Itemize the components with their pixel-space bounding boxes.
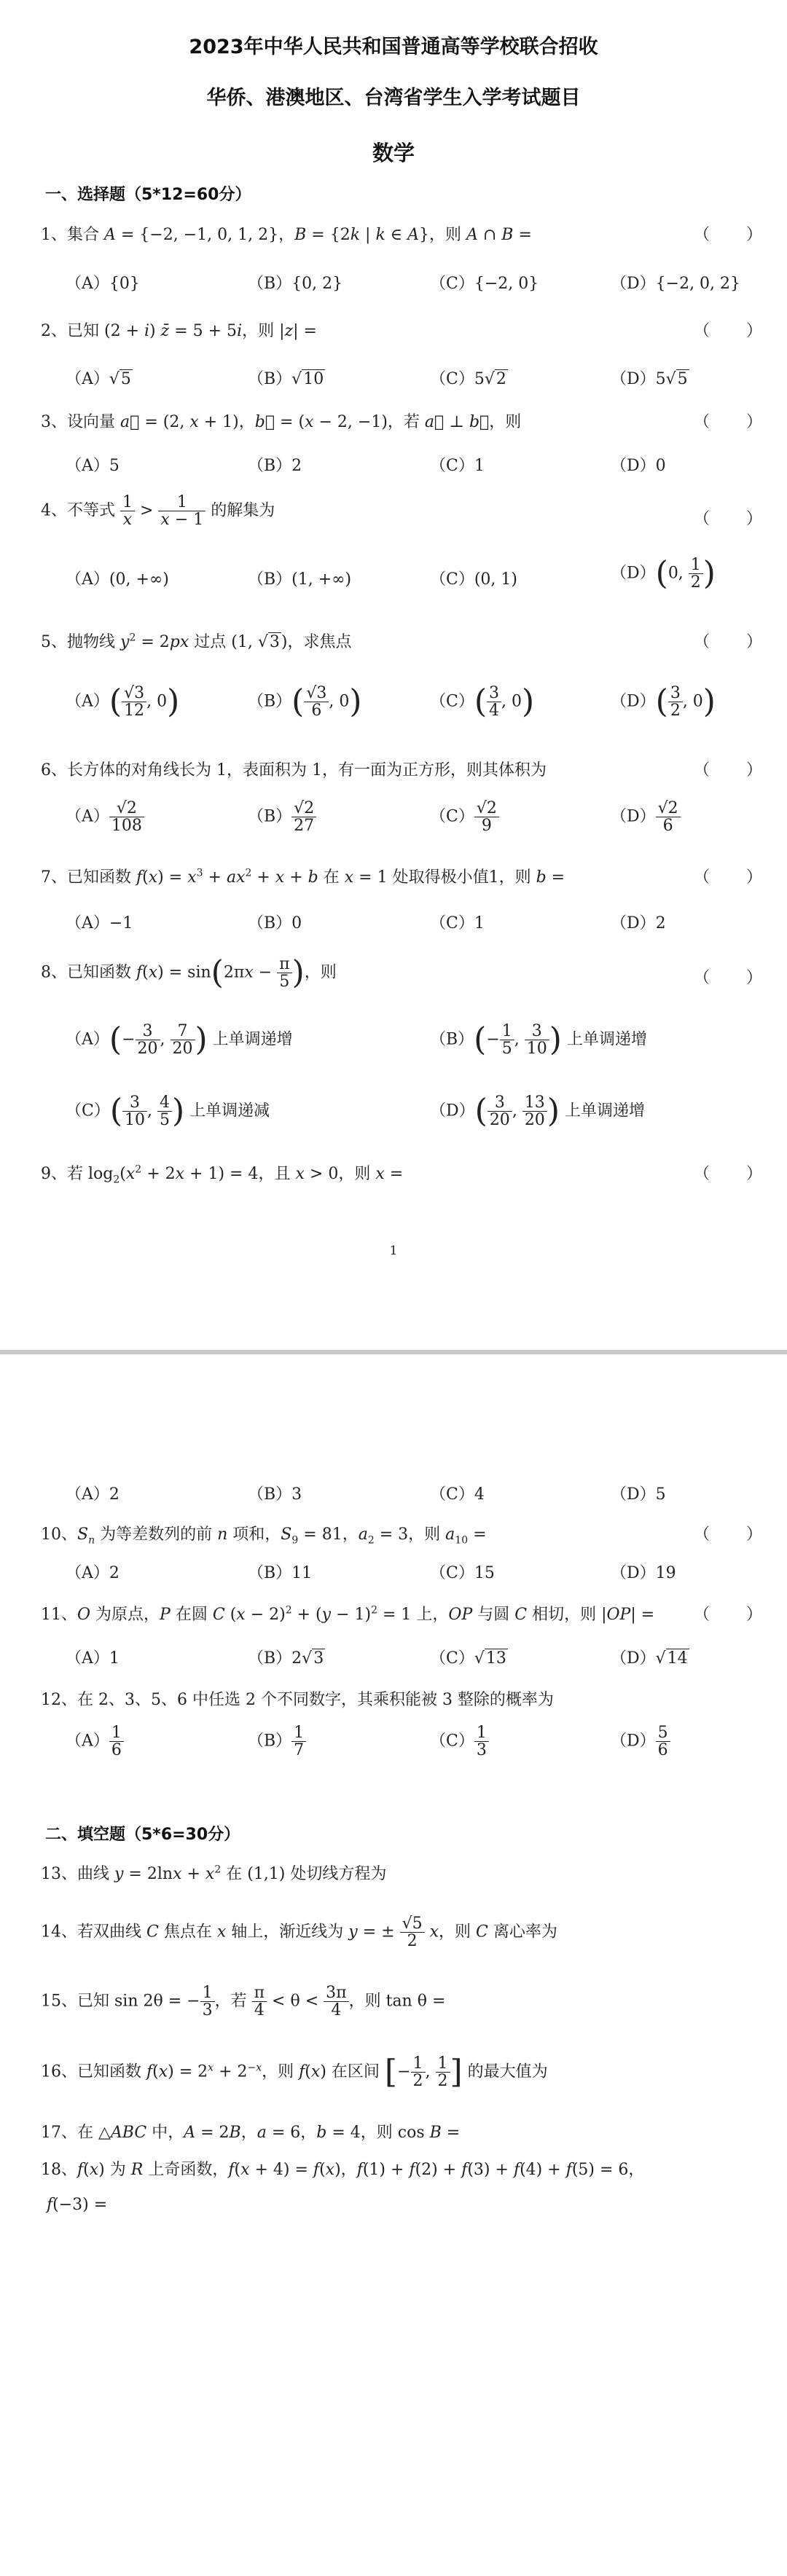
answer-paren: （ ） bbox=[694, 1525, 764, 1544]
question-10-option-c: （C）15 bbox=[430, 1564, 495, 1582]
question-2-option-c: （C）5√2 bbox=[430, 370, 506, 388]
question-8-option-c: （C）( $\frac{3}{10}$ , $\frac{4}{5}$ ) 上单调递减 bbox=[66, 1092, 270, 1130]
question-1-option-a: （A）{0} bbox=[66, 275, 140, 293]
question-8-option-a: （A）(− $\frac{3}{20}$ , $\frac{7}{20}$ ) 上单调递增 bbox=[66, 1021, 293, 1059]
answer-paren: （ ） bbox=[694, 322, 764, 340]
question-4-option-d: （D）(0, $\frac{1}{2}$ ) bbox=[611, 554, 716, 592]
answer-paren: （ ） bbox=[694, 1165, 764, 1183]
page-number: 1 bbox=[389, 1244, 398, 1258]
question-12-option-c: （C） $\frac{1}{3}$ bbox=[430, 1724, 489, 1759]
question-16-stem: 16、已知函数 $f(x) = 2^x + 2^{-x}$，则 f(x) 在区间 [− $\frac{1}{2}$ , $\frac{1}{2}$ ] 的最大值为 bbox=[41, 2053, 548, 2091]
question-12-option-b: （B） $\frac{1}{7}$ bbox=[248, 1724, 306, 1759]
question-12-option-a: （A） $\frac{1}{6}$ bbox=[66, 1724, 124, 1759]
question-12-stem: 12、在 2、3、5、6 中任选 2 个不同数字，其乘积能被 3 整除的概率为 bbox=[41, 1691, 554, 1709]
answer-paren: （ ） bbox=[694, 1606, 764, 1624]
question-12-option-d: （D） $\frac{5}{6}$ bbox=[611, 1724, 670, 1759]
answer-paren: （ ） bbox=[694, 868, 764, 887]
answer-paren: （ ） bbox=[694, 226, 764, 244]
question-6-option-c: （C） $\frac{√2}{9}$ bbox=[430, 800, 499, 834]
exam-page-2 bbox=[0, 1354, 787, 2576]
question-9-stem: 9、若 $\log_2(x^2 + 2x + 1) = 4$，且 x > 0，则 x = bbox=[41, 1163, 404, 1186]
question-15-stem: 15、已知 sin 2θ = − $\frac{1}{3}$ ，若 $\frac{\pi}{4}$ < θ < $\frac{3\pi}{4}$ ，则 tan θ = bbox=[41, 1984, 446, 2020]
question-2-option-a: （A）√5 bbox=[66, 370, 131, 388]
question-4-option-b: （B）(1, +∞) bbox=[248, 570, 352, 589]
exam-title-line2: 华侨、港澳地区、台湾省学生入学考试题目 bbox=[206, 87, 581, 109]
question-1-option-c: （C）{−2, 0} bbox=[430, 275, 539, 293]
question-11-option-a: （A）1 bbox=[66, 1649, 120, 1668]
answer-paren: （ ） bbox=[694, 413, 764, 431]
question-10-stem: 10、$S_n$ 为等差数列的前 n 项和，$S_9 = 81$，$a_2 = 3$，则 $a_{10}$ = bbox=[41, 1525, 487, 1547]
question-2-option-b: （B）√10 bbox=[248, 370, 324, 388]
question-7-option-b: （B）0 bbox=[248, 914, 302, 932]
question-1-stem: 1、集合 A = {−2, −1, 0, 1, 2}，B = {2k | k ∈ A}，则 A ∩ B = bbox=[41, 226, 532, 244]
question-3-option-d: （D）0 bbox=[611, 457, 666, 475]
question-6-option-a: （A） $\frac{√2}{108}$ bbox=[66, 800, 144, 834]
question-10-option-d: （D）19 bbox=[611, 1564, 676, 1582]
question-3-option-b: （B）2 bbox=[248, 457, 302, 475]
question-9-option-b: （B）3 bbox=[248, 1485, 302, 1504]
question-11-option-b: （B）2√3 bbox=[248, 1649, 324, 1668]
question-5-option-b: （B）( $\frac{√3}{6}$ , 0) bbox=[248, 683, 362, 720]
question-11-option-c: （C）√13 bbox=[430, 1649, 506, 1668]
section-choice-heading: 一、选择题（5*12=60分） bbox=[45, 186, 251, 204]
question-8-stem: 8、已知函数 f(x) = sin(2πx − $\frac{\pi}{5}$ )，则 bbox=[41, 954, 337, 991]
question-2-option-d: （D）5√5 bbox=[611, 370, 688, 388]
question-8-option-d: （D）( $\frac{3}{20}$ , $\frac{13}{20}$ ) 上单调递增 bbox=[430, 1092, 645, 1130]
question-17-stem: 17、在 △ABC 中，A = 2B，a = 6，b = 4，则 cos B = bbox=[41, 2124, 461, 2142]
question-7-option-d: （D）2 bbox=[611, 914, 666, 932]
question-6-option-d: （D） $\frac{√2}{6}$ bbox=[611, 800, 681, 834]
answer-paren: （ ） bbox=[694, 510, 764, 528]
question-3-option-c: （C）1 bbox=[430, 457, 485, 475]
question-7-stem: 7、已知函数 $f(x) = x^3 + ax^2 + x + b$ 在 x = 1 处取得极小值1，则 b = bbox=[41, 867, 565, 887]
question-1-option-b: （B）{0, 2} bbox=[248, 275, 343, 293]
question-5-option-d: （D）( $\frac{3}{2}$ , 0) bbox=[611, 683, 716, 720]
question-1-option-d: （D）{−2, 0, 2} bbox=[611, 275, 741, 293]
question-6-option-b: （B） $\frac{√2}{27}$ bbox=[248, 800, 316, 834]
question-4-option-a: （A）(0, +∞) bbox=[66, 570, 169, 589]
question-7-option-a: （A）−1 bbox=[66, 914, 133, 932]
question-5-stem: 5、抛物线 $y^2 = 2px$ 过点 (1, √3)，求焦点 bbox=[41, 632, 352, 651]
question-5-option-c: （C）( $\frac{3}{4}$ , 0) bbox=[430, 683, 535, 720]
question-13-stem: 13、曲线 $y = 2\ln x + x^2$ 在 (1,1) 处切线方程为 bbox=[41, 1864, 387, 1883]
answer-paren: （ ） bbox=[694, 633, 764, 651]
question-5-option-a: （A）( $\frac{√3}{12}$ , 0) bbox=[66, 683, 180, 720]
question-10-option-b: （B）11 bbox=[248, 1564, 313, 1582]
section-fill-heading: 二、填空题（5*6=30分） bbox=[45, 1826, 240, 1844]
question-3-stem: 3、设向量 a⃗ = (2, x + 1)，b⃗ = (x − 2, −1)，若 a⃗ ⊥ b⃗，则 bbox=[41, 413, 522, 431]
question-6-stem: 6、长方体的对角线长为 1，表面积为 1，有一面为正方形，则其体积为 bbox=[41, 761, 547, 780]
question-10-option-a: （A）2 bbox=[66, 1564, 120, 1582]
question-9-option-a: （A）2 bbox=[66, 1485, 120, 1504]
answer-paren: （ ） bbox=[694, 969, 764, 987]
answer-paren: （ ） bbox=[694, 761, 764, 780]
question-7-option-c: （C）1 bbox=[430, 914, 485, 932]
question-2-stem: 2、已知 (2 + i) z̄ = 5 + 5i，则 |z| = bbox=[41, 322, 317, 340]
question-3-option-a: （A）5 bbox=[66, 457, 120, 475]
question-18-stem-cont: f(−3) = bbox=[47, 2196, 108, 2214]
question-9-option-d: （D）5 bbox=[611, 1485, 666, 1504]
exam-subject-title: 数学 bbox=[372, 141, 415, 165]
exam-title-line1: 2023年中华人民共和国普通高等学校联合招收 bbox=[189, 36, 598, 58]
question-11-stem: 11、O 为原点，P 在圆 C $(x - 2)^2 + (y - 1)^2 = 1$ 上，OP 与圆 C 相切，则 |OP| = bbox=[41, 1604, 655, 1624]
question-9-option-c: （C）4 bbox=[430, 1485, 485, 1504]
question-11-option-d: （D）√14 bbox=[611, 1649, 688, 1668]
question-8-option-b: （B）(− $\frac{1}{5}$ , $\frac{3}{10}$ ) 上单调递增 bbox=[430, 1021, 647, 1059]
question-18-stem: 18、f(x) 为 R 上奇函数，f(x + 4) = f(x)，f(1) + f(2) + f(3) + f(4) + f(5) = 6， bbox=[41, 2161, 645, 2179]
question-4-option-c: （C）(0, 1) bbox=[430, 570, 517, 589]
question-14-stem: 14、若双曲线 C 焦点在 x 轴上，渐近线为 y = ± $\frac{√5}{2}$ x，则 C 离心率为 bbox=[41, 1915, 557, 1951]
question-4-stem: 4、不等式 $\frac{1}{x}$ > $\frac{1}{x - 1}$ 的解集为 bbox=[41, 493, 275, 530]
